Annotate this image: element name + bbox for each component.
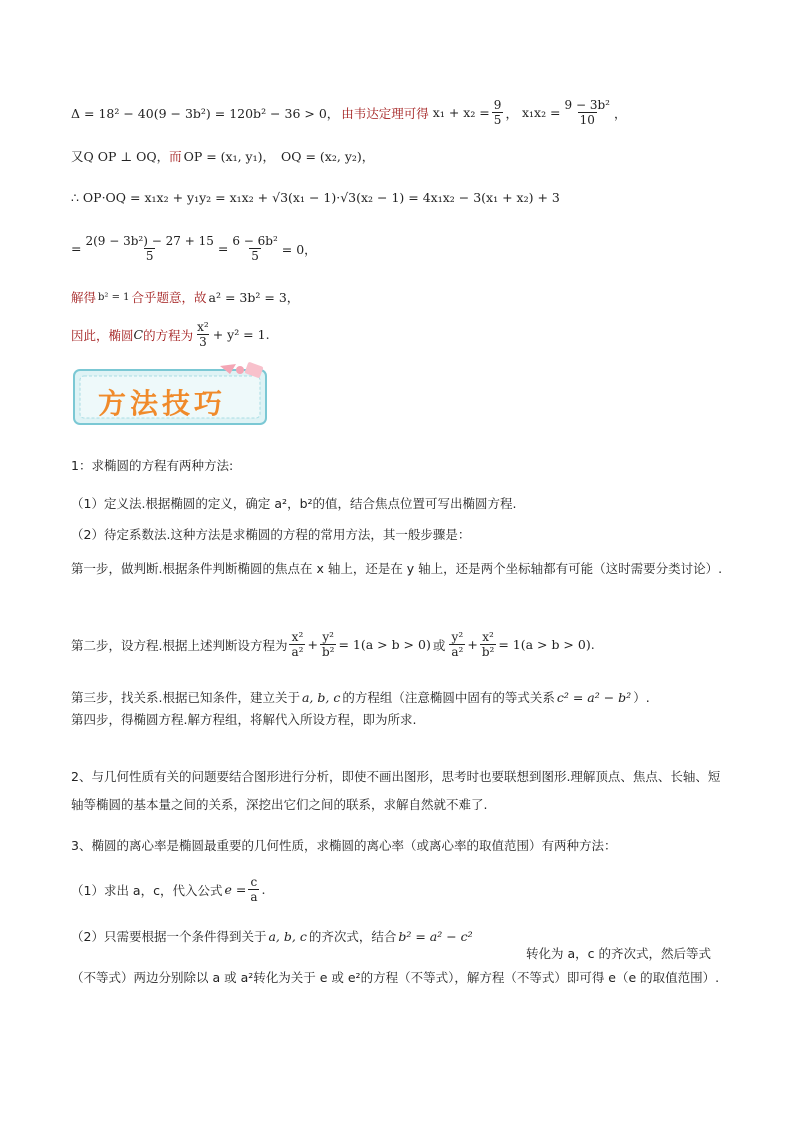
step-3: 第三步，找关系.根据已知条件，建立关于 a, b, c 的方程组（注意椭圆中固有的等式关系 c² = a² − b² ）. xyxy=(71,689,650,705)
sum-roots-fraction: $\frac{9}{5}$ xyxy=(493,98,502,127)
method-1-undetermined: （2）待定系数法.这种方法是求椭圆的方程的常用方法，其一般步骤是： xyxy=(71,527,471,542)
perpendicular-statement: 又Q OP ⊥ OQ， xyxy=(71,149,170,164)
vector-op: OP = (x₁, y₁)， xyxy=(183,149,276,164)
method-2: 2、与几何性质有关的问题要结合图形进行分析，即使不画出图形，思考时也要联想到图形.理解顶点、焦点、长轴、短轴等椭圆的基本量之间的关系，深挖出它们之间的联系，求解自然就不难了. xyxy=(71,769,721,812)
badge-title: 方法技巧 xyxy=(98,387,227,420)
solution-line-2 xyxy=(71,147,374,165)
solution-line-3 xyxy=(71,190,560,205)
vector-oq: OQ = (x₂, y₂)， xyxy=(281,149,375,164)
step-1: 第一步，做判断.根据条件判断椭圆的焦点在 x 轴上，还是在 y 轴上，还是两个坐标轴都有可能（这时需要分类讨论）. xyxy=(71,561,723,576)
method-1-definition: （1）定义法.根据椭圆的定义，确定 a²，b²的值，结合焦点位置可写出椭圆方程. xyxy=(71,496,517,511)
method-3-part-2-first: （2）只需要根据一个条件得到关于 a, b, c 的齐次式，结合 b² = a² − c² xyxy=(71,928,473,944)
and-text: 而 xyxy=(169,149,182,164)
product-roots-fraction: $\frac{\text{9 − 3b²}}{10}$ xyxy=(564,98,610,127)
step-4: 第四步，得椭圆方程.解方程组，将解代入所设方程，即为所求. xyxy=(71,712,417,727)
method-badge xyxy=(70,362,275,430)
separator: ， xyxy=(505,105,518,121)
solution-line-4: = $\frac{\text{2(9 − 3b²) − 27 + 15}}{5}$ = $\frac{\text{6 − 6b²}}{5}$ = 0， xyxy=(71,234,317,263)
fraction-step-1: $\frac{\text{2(9 − 3b²) − 27 + 15}}{5}$ xyxy=(85,234,214,263)
discriminant-expression: Δ = 18² − 40(9 − 3b²) = 120b² − 36 > 0， xyxy=(71,105,340,121)
ellipse-fraction: $\frac{\text{x²}}{3}$ xyxy=(197,320,209,349)
dot-product-expansion: ∴ OP·OQ = x₁x₂ + y₁y₂ = x₁x₂ + √3(x₁ − 1)·√3(x₂ − 1) = 4x₁x₂ − 3(x₁ + x₂) + 3 xyxy=(71,190,560,205)
product-roots-label: x₁x₂ = xyxy=(521,105,561,120)
eccentricity-fraction: $\frac{c}{a}$ xyxy=(250,875,258,904)
step-2: 第二步，设方程.根据上述判断设方程为 $\frac{\text{x²}}{\text{a²}}$ + $\frac{\text{y²}}{\text{b²}}$ = 1(a > b > 0) 或 $\frac{\text{y²}}{\text{a²}}$ + $\frac{\text{x²}}{\text{b²}}$ = 1(a > b > 0). xyxy=(71,630,595,659)
fraction-step-2: $\frac{\text{6 − 6b²}}{5}$ xyxy=(232,234,278,263)
vieta-text: 由韦达定理可得 xyxy=(341,105,429,121)
method-1-title: 1：求椭圆的方程有两种方法: xyxy=(71,458,234,473)
method-3-part-1: （1）求出 a，c，代入公式 e = $\frac{c}{a}$ . xyxy=(71,875,266,904)
sum-roots-label: x₁ + x₂ = xyxy=(432,105,490,120)
solution-line-1: Δ = 18² − 40(9 − 3b²) = 120b² − 36 > 0， 由韦达定理可得 x₁ + x₂ = $\frac{9}{5}$ ， x₁x₂ = $\frac{\text{9 − 3b²}}{10}$ ， xyxy=(71,98,627,127)
solution-line-6: 因此，椭圆 C 的方程为 $\frac{\text{x²}}{3}$ + y² = 1. xyxy=(71,320,270,349)
method-3-part-2-rest: 转化为 a，c 的齐次式，然后等式（不等式）两边分别除以 a 或 a²转化为关于 e 或 e²的方程（不等式），解方程（不等式）即可得 e（e 的取值范围）. xyxy=(71,946,720,985)
method-3: 3、椭圆的离心率是椭圆最重要的几何性质，求椭圆的离心率（或离心率的取值范围）有两种方法： xyxy=(71,838,617,853)
solution-line-5: 解得 b² = 1 合乎题意，故 a² = 3b² = 3， xyxy=(71,290,300,305)
